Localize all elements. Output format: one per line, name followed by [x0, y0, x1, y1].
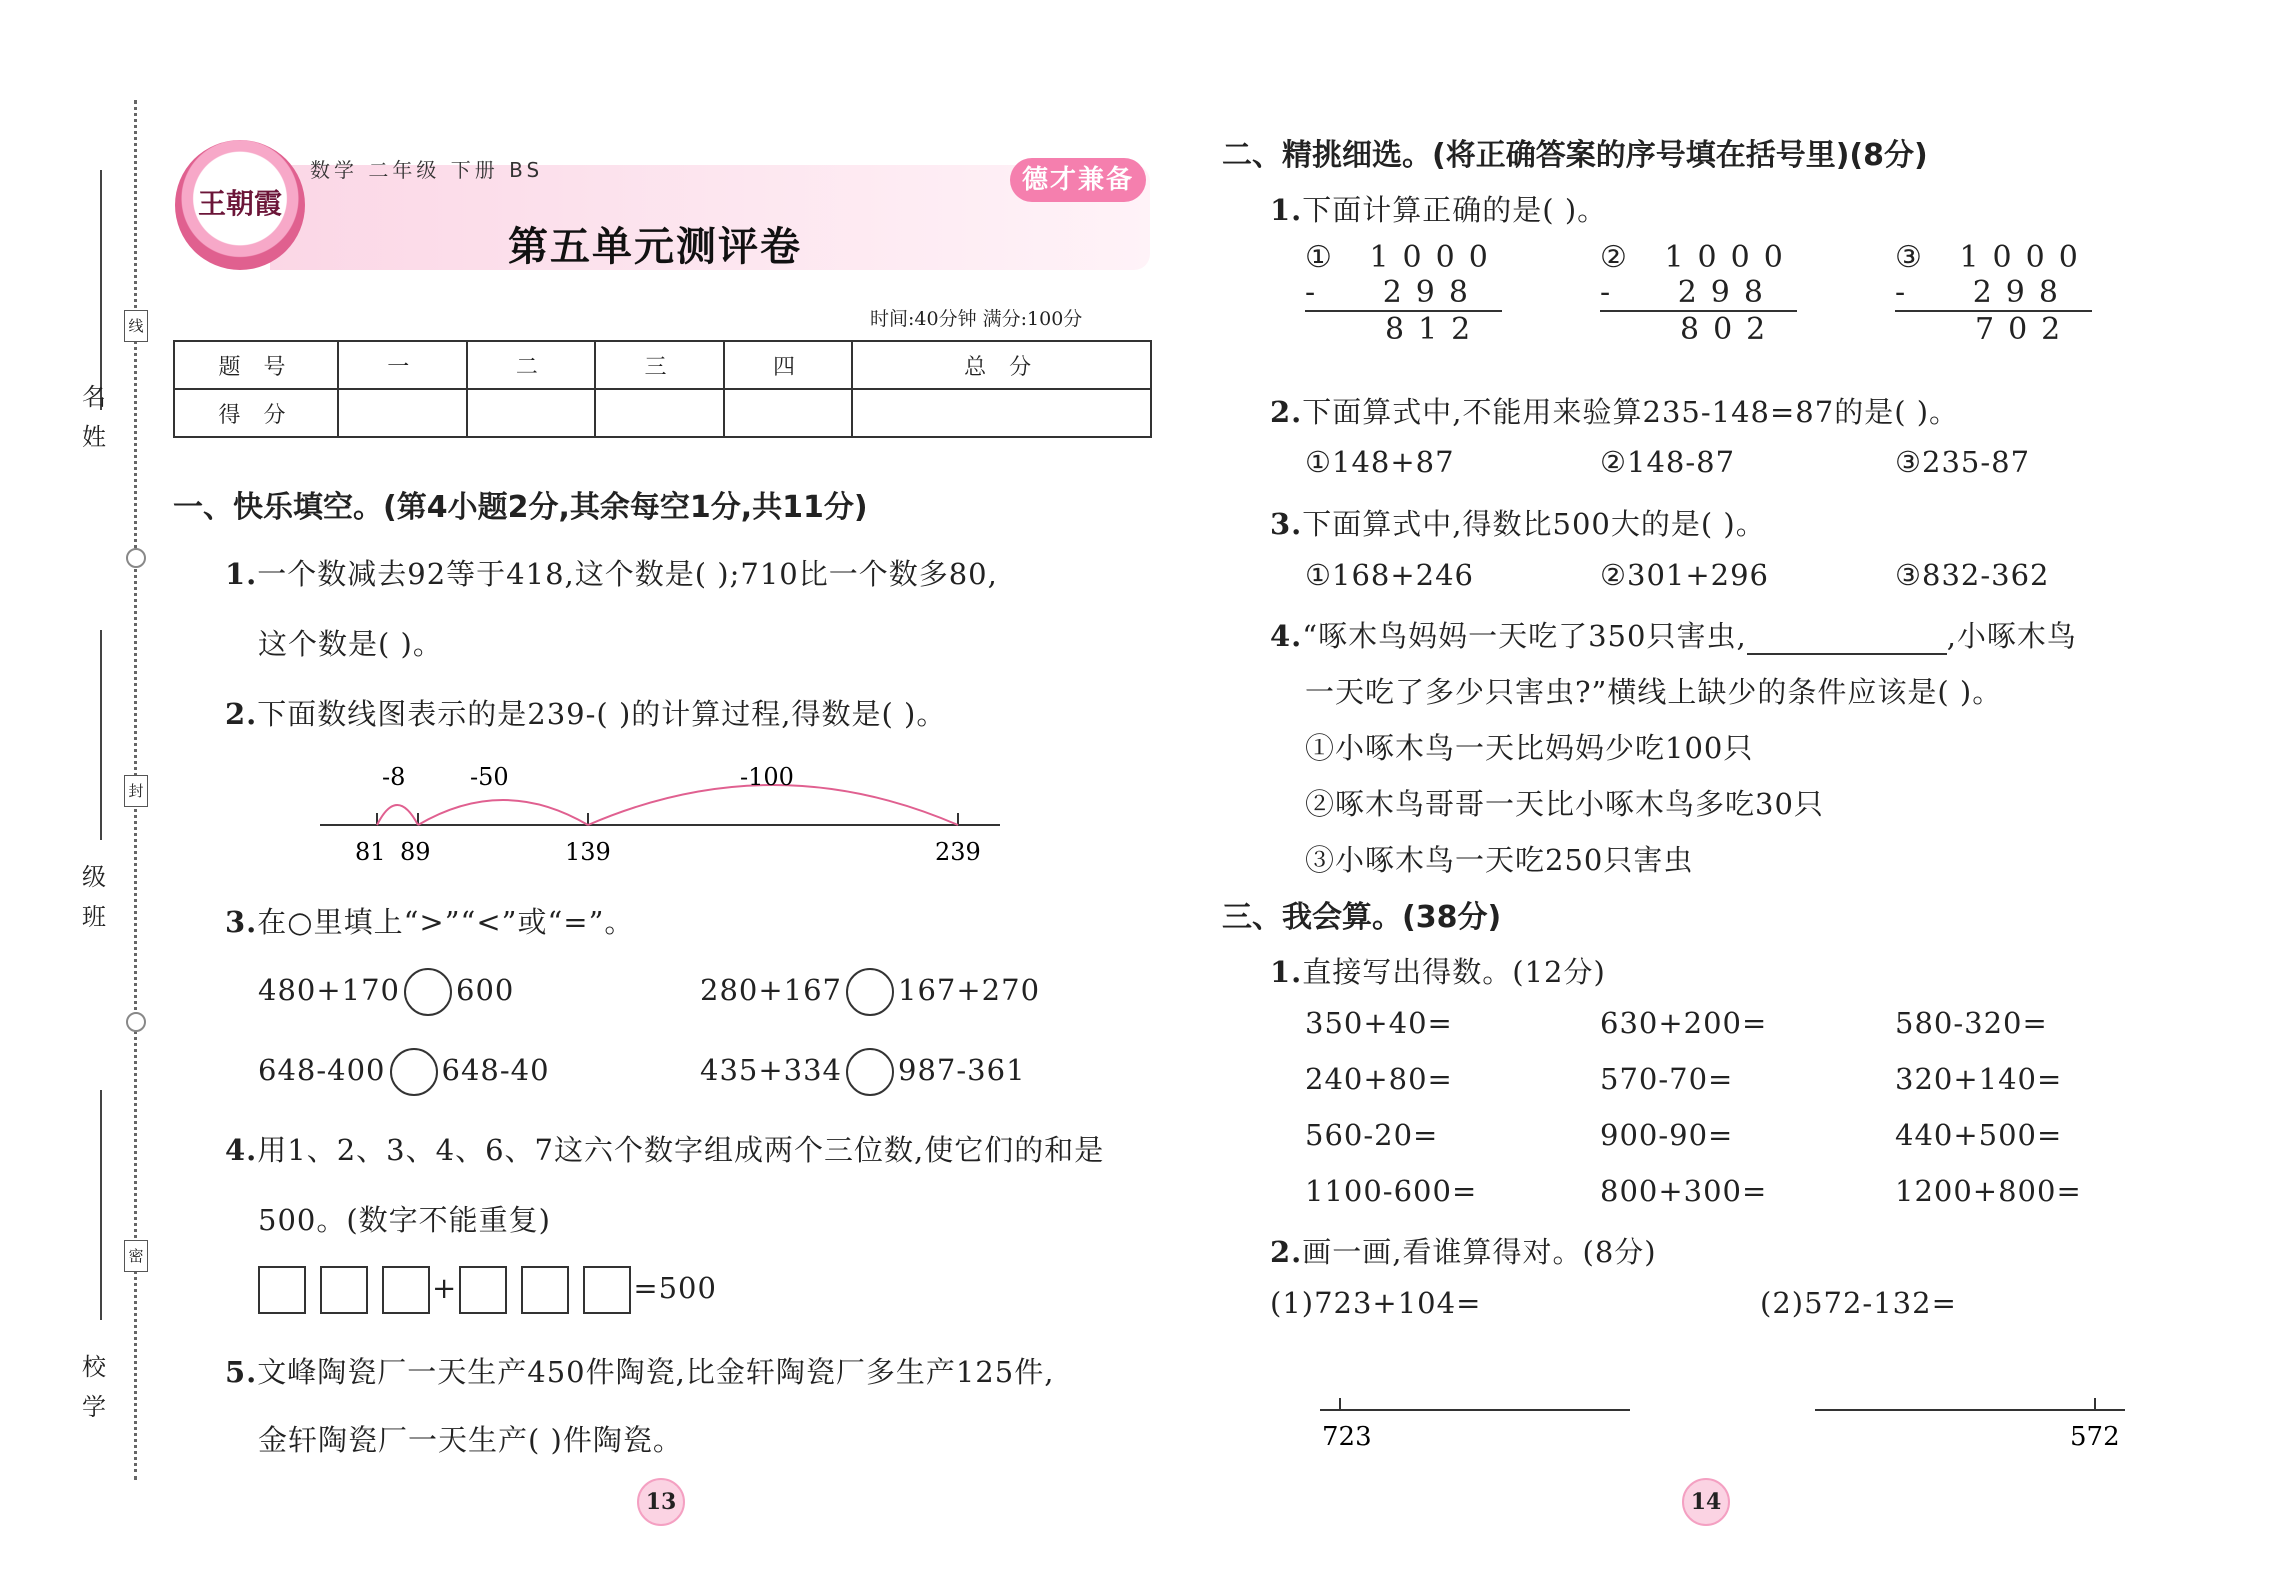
draw-calc-1[interactable]: (1)723+104=: [1270, 1286, 1482, 1320]
digit-box-input[interactable]: [382, 1266, 430, 1314]
option-mark: ①: [1305, 240, 1346, 275]
digit-box-input[interactable]: [521, 1266, 569, 1314]
vertical-calc-option-2[interactable]: [1600, 240, 1797, 347]
table-cell: 四: [724, 341, 853, 389]
question-text: 下面数线图表示的是239-( )的计算过程,得数是( )。: [257, 697, 947, 731]
digit-box-input[interactable]: [583, 1266, 631, 1314]
compare-item: [700, 968, 1040, 1016]
question-1-line-2: 这个数是( )。: [258, 627, 443, 661]
calc-item[interactable]: 1100-600=: [1305, 1174, 1478, 1208]
jump-arc-8: [377, 805, 418, 825]
seal-line: 线: [124, 310, 148, 342]
digit-boxes: [258, 1266, 717, 1314]
tick-label-89: 89: [400, 838, 431, 866]
question-text: 直接写出得数。(12分): [1302, 955, 1606, 989]
digit-box-input[interactable]: [320, 1266, 368, 1314]
option-mark: ②: [1600, 240, 1641, 275]
class-label-2: 级: [82, 863, 106, 891]
question-number: 3.: [225, 905, 258, 939]
calc-top: 1000: [1959, 240, 2092, 275]
minus-sign: -: [1600, 275, 1625, 310]
calc-item[interactable]: 1200+800=: [1895, 1174, 2082, 1208]
question-number: 3.: [1270, 507, 1303, 541]
school-label-1: 学: [82, 1393, 106, 1421]
name-write-line: [100, 170, 102, 410]
question-text: 下面计算正确的是( )。: [1302, 193, 1608, 227]
question-number: 4.: [225, 1133, 258, 1167]
table-cell: 总 分: [852, 341, 1151, 389]
tick-label-81: 81: [355, 838, 386, 866]
question-3-line: [225, 900, 634, 941]
compare-circle-input[interactable]: [404, 968, 452, 1016]
question-5-line-1: [225, 1350, 1054, 1391]
calc-result: 812: [1305, 310, 1502, 347]
calc-top: 1000: [1369, 240, 1502, 275]
draw-number-line-1[interactable]: [1310, 1390, 1640, 1460]
question-number: 5.: [225, 1355, 258, 1389]
seal-secret: 密: [124, 1240, 148, 1272]
choice-option[interactable]: ①168+246: [1305, 558, 1475, 592]
calc-item[interactable]: 320+140=: [1895, 1062, 2063, 1096]
question-text: 文峰陶瓷厂一天生产450件陶瓷,比金轩陶瓷厂多生产125件,: [257, 1355, 1055, 1389]
number-line-diagram: [310, 755, 1030, 875]
choice-option[interactable]: ①小啄木鸟一天比妈妈少吃100只: [1305, 731, 1754, 765]
compare-right: 987-361: [898, 1053, 1026, 1087]
compare-circle-input[interactable]: [846, 1048, 894, 1096]
choice-option[interactable]: ③832-362: [1895, 558, 2050, 592]
question-text: ,小啄木鸟: [1946, 619, 2077, 653]
question-number: 4.: [1270, 619, 1303, 653]
jump-arc-100: [588, 785, 958, 825]
brand-logo-text: 王朝霞: [197, 187, 282, 220]
question-number: 2.: [1270, 1235, 1303, 1269]
digit-box-input[interactable]: [258, 1266, 306, 1314]
compare-item: [258, 1048, 550, 1096]
question-text: 画一画,看谁算得对。(8分): [1302, 1235, 1657, 1269]
compare-item: [700, 1048, 1026, 1096]
table-cell: 三: [595, 341, 724, 389]
score-table-score-row: [174, 389, 1151, 437]
minus-sign: -: [1305, 275, 1330, 310]
section-1-title: 一、快乐填空。(第4小题2分,其余每空1分,共11分): [173, 490, 868, 525]
question-number: 1.: [1270, 193, 1303, 227]
question-4-line-2: 500。(数字不能重复): [258, 1203, 551, 1237]
class-write-line: [100, 630, 102, 840]
question-4-line-1: [225, 1128, 1104, 1169]
compare-left: 435+334: [700, 1053, 843, 1087]
tick-label-723: 723: [1322, 1422, 1372, 1452]
question-number: 2.: [225, 697, 258, 731]
compare-right: 648-40: [441, 1053, 550, 1087]
calc-item[interactable]: 800+300=: [1600, 1174, 1768, 1208]
r-question-4-line-1: [1270, 614, 2077, 655]
choice-option[interactable]: ②301+296: [1600, 558, 1770, 592]
compare-right: 167+270: [898, 973, 1041, 1007]
question-text: 下面算式中,得数比500大的是( )。: [1302, 507, 1766, 541]
calc-item[interactable]: 560-20=: [1305, 1118, 1439, 1152]
school-label-2: 校: [82, 1353, 106, 1381]
compare-circle-input[interactable]: [390, 1048, 438, 1096]
draw-calc-2[interactable]: (2)572-132=: [1760, 1286, 1957, 1320]
vertical-calc-option-1[interactable]: [1305, 240, 1502, 347]
score-input-cell[interactable]: [338, 389, 467, 437]
section-2-title: 二、精挑细选。(将正确答案的序号填在括号里)(8分): [1222, 138, 1928, 173]
tick-label-239: 239: [935, 838, 981, 866]
choice-option[interactable]: ③235-87: [1895, 445, 2031, 479]
calc-result: 702: [1895, 310, 2092, 347]
question-5-line-2: 金轩陶瓷厂一天生产( )件陶瓷。: [258, 1423, 683, 1457]
draw-number-line-2[interactable]: [1805, 1390, 2135, 1460]
question-number: 1.: [1270, 955, 1303, 989]
question-2-line: [225, 692, 946, 733]
choice-option[interactable]: ③小啄木鸟一天吃250只害虫: [1305, 843, 1694, 877]
jump-label-50: -50: [470, 763, 509, 791]
question-number: 1.: [225, 557, 258, 591]
calc-1-line: [1270, 950, 1606, 991]
class-label-1: 班: [82, 903, 106, 931]
calc-item[interactable]: 240+80=: [1305, 1062, 1453, 1096]
equals-500: =500: [633, 1271, 717, 1305]
page-title: 第五单元测评卷: [508, 224, 802, 270]
score-input-cell[interactable]: [467, 389, 596, 437]
section-3-title: 三、我会算。(38分): [1222, 900, 1502, 935]
choice-option[interactable]: ①148+87: [1305, 445, 1455, 479]
compare-right: 600: [456, 973, 515, 1007]
r-question-2-line: [1270, 390, 1959, 431]
tick-label-572: 572: [2070, 1422, 2120, 1452]
page-number-left: 13: [637, 1478, 685, 1526]
digit-box-input[interactable]: [459, 1266, 507, 1314]
score-table: [173, 340, 1152, 438]
calc-item[interactable]: 440+500=: [1895, 1118, 2063, 1152]
compare-circle-input[interactable]: [846, 968, 894, 1016]
score-input-cell[interactable]: [724, 389, 853, 437]
calc-result: 802: [1600, 310, 1797, 347]
calc-item[interactable]: 900-90=: [1600, 1118, 1734, 1152]
jump-arc-50: [418, 800, 588, 825]
jump-label-8: -8: [382, 763, 406, 791]
question-text: 一个数减去92等于418,这个数是( );710比一个数多80,: [257, 557, 998, 591]
name-label-2: 名: [82, 383, 106, 411]
seal-seal: 封: [124, 775, 148, 807]
calc-item[interactable]: 570-70=: [1600, 1062, 1734, 1096]
binding-hole-icon: [126, 548, 146, 568]
question-text: 在○里填上“>”“<”或“=”。: [257, 905, 635, 939]
brand-logo: [175, 140, 305, 270]
question-text: 用1、2、3、4、6、7这六个数字组成两个三位数,使它们的和是: [257, 1133, 1105, 1167]
minus-sign: -: [1895, 275, 1920, 310]
question-text: “啄木鸟妈妈一天吃了350只害虫,: [1302, 619, 1747, 653]
compare-item: [258, 968, 514, 1016]
score-input-cell[interactable]: [852, 389, 1151, 437]
choice-option[interactable]: ②啄木鸟哥哥一天比小啄木鸟多吃30只: [1305, 787, 1824, 821]
page-number-right: 14: [1682, 1478, 1730, 1526]
question-1-line-1: [225, 552, 998, 593]
calc-item[interactable]: 630+200=: [1600, 1006, 1768, 1040]
table-cell: 一: [338, 341, 467, 389]
table-cell: 二: [467, 341, 596, 389]
question-number: 2.: [1270, 395, 1303, 429]
r-question-4-line-2: 一天吃了多少只害虫?”横线上缺少的条件应该是( )。: [1305, 675, 2003, 709]
school-write-line: [100, 1090, 102, 1320]
calc-item[interactable]: 580-320=: [1895, 1006, 2048, 1040]
name-label-1: 姓: [82, 423, 106, 451]
time-score-info: 时间:40分钟 满分:100分: [870, 308, 1083, 330]
vertical-calc-option-3[interactable]: [1895, 240, 2092, 347]
r-question-3-line: [1270, 502, 1766, 543]
table-cell: 得 分: [174, 389, 338, 437]
compare-left: 480+170: [258, 973, 401, 1007]
book-subtitle: 数学 二年级 下册 BS: [310, 158, 544, 182]
compare-left: 648-400: [258, 1053, 386, 1087]
r-question-1-line: [1270, 188, 1607, 229]
calc-item[interactable]: 350+40=: [1305, 1006, 1453, 1040]
choice-option[interactable]: ②148-87: [1600, 445, 1736, 479]
blank-underline[interactable]: [1747, 625, 1947, 655]
option-mark: ③: [1895, 240, 1936, 275]
compare-left: 280+167: [700, 973, 843, 1007]
score-input-cell[interactable]: [595, 389, 724, 437]
calc-2-line: [1270, 1230, 1657, 1271]
binding-hole-icon: [126, 1012, 146, 1032]
jump-label-100: -100: [740, 763, 794, 791]
calc-top: 1000: [1664, 240, 1797, 275]
score-table-header-row: [174, 341, 1151, 389]
calc-sub: 298: [1972, 275, 2072, 310]
calc-sub: 298: [1382, 275, 1482, 310]
calc-sub: 298: [1677, 275, 1777, 310]
plus-sign: +: [432, 1271, 458, 1305]
slogan-badge: 德才兼备: [1010, 158, 1146, 202]
tick-label-139: 139: [565, 838, 611, 866]
table-cell: 题 号: [174, 341, 338, 389]
question-text: 下面算式中,不能用来验算235-148=87的是( )。: [1302, 395, 1960, 429]
